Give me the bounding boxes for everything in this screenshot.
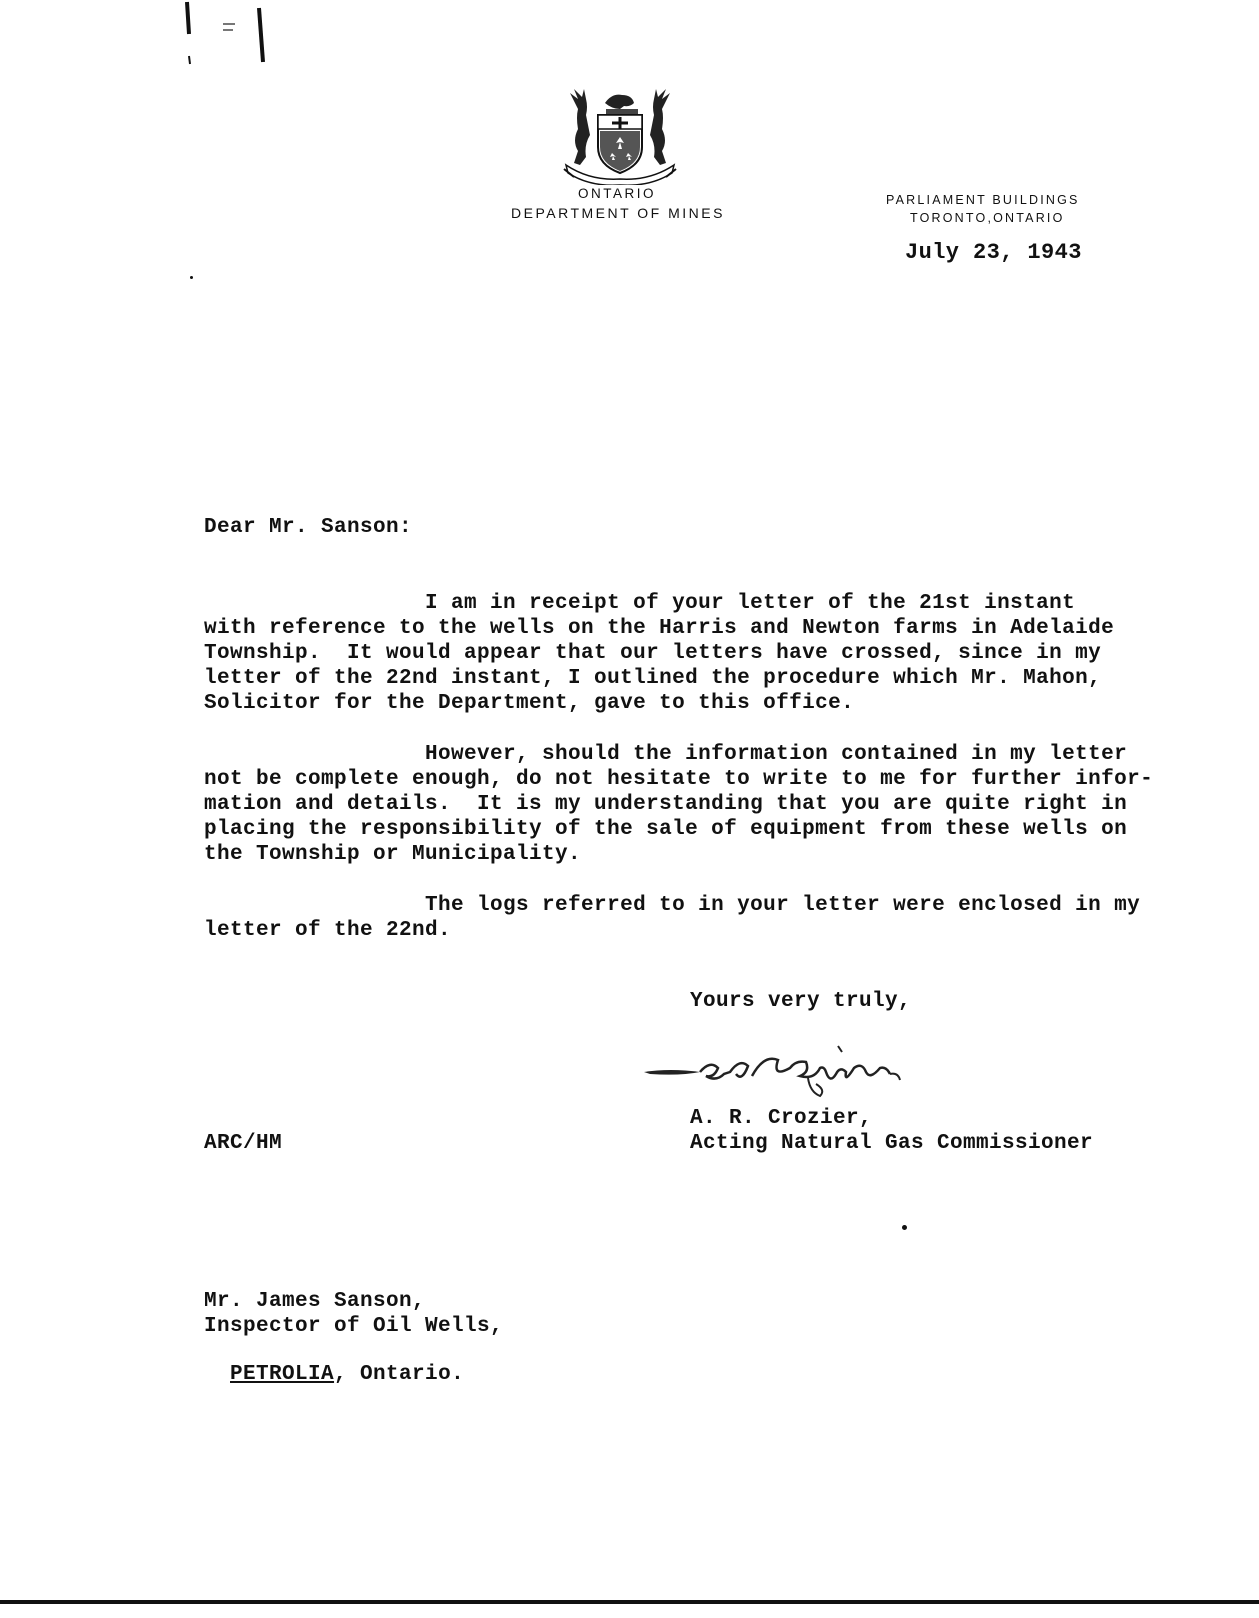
- scan-edge: [0, 1600, 1259, 1604]
- body-line: The logs referred to in your letter were enclosed in my: [204, 894, 1141, 917]
- letter-date: July 23, 1943: [905, 240, 1082, 265]
- letterhead-address-2: TORONTO,ONTARIO: [910, 211, 1065, 225]
- signature: [640, 1038, 990, 1108]
- ink-speck: [190, 276, 193, 279]
- salutation: Dear Mr. Sanson:: [204, 516, 413, 539]
- signer-title: Acting Natural Gas Commissioner: [690, 1132, 1094, 1155]
- body-line: I am in receipt of your letter of the 21st instant: [204, 592, 1076, 615]
- coat-of-arms-icon: [560, 85, 680, 185]
- recipient-city: PETROLIA: [230, 1363, 335, 1386]
- body-line: letter of the 22nd.: [204, 919, 452, 942]
- body-line: Solicitor for the Department, gave to this office.: [204, 692, 855, 715]
- signer-name: A. R. Crozier,: [690, 1107, 873, 1130]
- body-line: not be complete enough, do not hesitate to write to me for further infor-: [204, 768, 1154, 791]
- recipient-province: , Ontario.: [334, 1363, 465, 1386]
- letterhead-department: DEPARTMENT OF MINES: [511, 205, 725, 221]
- reference-initials: ARC/HM: [204, 1132, 283, 1155]
- body-line: Township. It would appear that our letters have crossed, since in my: [204, 642, 1102, 665]
- recipient-name: Mr. James Sanson,: [204, 1290, 426, 1313]
- closing: Yours very truly,: [690, 990, 912, 1013]
- ink-speck: [902, 1225, 907, 1230]
- body-line: placing the responsibility of the sale of equipment from these wells on: [204, 818, 1128, 841]
- crest: [560, 85, 680, 185]
- body-line: mation and details. It is my understanding that you are quite right in: [204, 793, 1128, 816]
- body-line: However, should the information contained in my letter: [204, 743, 1128, 766]
- letterhead-province: ONTARIO: [578, 186, 656, 201]
- recipient-city-line: [204, 1340, 464, 1386]
- body-line: the Township or Municipality.: [204, 843, 582, 866]
- margin-marks: [175, 0, 275, 70]
- letterhead-address-1: PARLIAMENT BUILDINGS: [886, 193, 1080, 207]
- body-line: with reference to the wells on the Harris and Newton farms in Adelaide: [204, 617, 1115, 640]
- recipient-title: Inspector of Oil Wells,: [204, 1315, 504, 1338]
- body-line: letter of the 22nd instant, I outlined the procedure which Mr. Mahon,: [204, 667, 1102, 690]
